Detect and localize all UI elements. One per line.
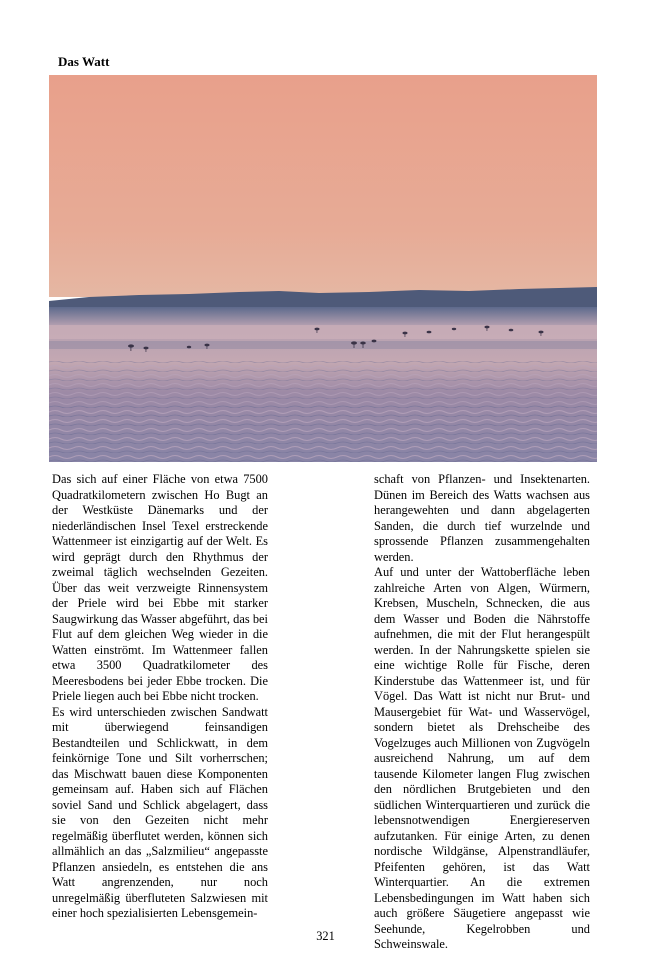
paragraph: Es wird unterschieden zwischen Sandwatt mit überwiegend feinsandigen Bestandteilen und Schlickwatt, in dem feinkörnige Tone und Silt vorherrschen; das Mischwatt bauen diese Komponenten gemeinsam auf. Haben sich auf Flächen soviel Sand und Schlick abgelagert, dass sie von den Gezeiten nicht mehr regelmäßig überflutet werden, können sich allmählich an das „Salzmilieu“ angepasste Pflanzen ansiedeln, es entstehen die ans Watt angrenzenden, nur noch unregelmäßig überfluteten Salzwiesen mit einer hoch spezialisierten Lebensgemein-: [52, 704, 268, 920]
paragraph: schaft von Pflanzen- und Insektenarten. Dünen im Bereich des Watts wachsen aus herangewehten und dann abgelagerten Sanden, die durch tief wurzelnde und sprossende Pflanzen zusammengehalten werden.: [374, 472, 590, 564]
paragraph: Auf und unter der Wattoberfläche leben zahlreiche Arten von Algen, Würmern, Krebsen, Muscheln, Schnecken, die aus dem Wasser und Boden die Nährstoffe aufnehmen, die mit der Flut herangespült werden. In der Nahrungskette spielen sie eine wichtige Rolle für Fische, deren Kinderstube das Wattenmeer ist, und für Vögel. Das Watt ist nicht nur Brut- und Mausergebiet für Wat- und Wasservögel, sondern bietet als Drehscheibe des Vogelzuges auch Millionen von Zugvögeln ausreichend Nahrung, um auf dem tausende Kilometer langen Flug zwischen den nördlichen Brutgebieten und den südlichen Winterquartieren und zurück die lebensnotwendigen Energiereserven aufzutanken. Für einige Arten, zu denen nordische Wildgänse, Alpenstrandläufer, Pfeifenten gehören, ist das Watt Winterquartier. An die extremen Lebensbedingungen im Watt haben sich auch größere Säugetiere angepasst wie Seehunde, Kegelrobben und Schweinswale.: [374, 565, 590, 951]
page-number: 321: [316, 929, 335, 943]
sky: [49, 75, 597, 297]
mudflat-ripples-near: [49, 405, 597, 462]
mudflat-sunset-image: [49, 75, 597, 462]
text-column-left: [52, 472, 268, 922]
paragraph: Das sich auf einer Fläche von etwa 7500 Quadratkilometern zwischen Ho Bugt an der Westküste Dänemarks und der niederländischen Insel Texel erstreckende Wattenmeer ist einzigartig auf der Welt. Es wird geprägt durch den Rhythmus der zweimal täglich wechselnden Gezeiten. Über das weit verzweigte Rinnensystem der Priele wird bei Ebbe mit starker Saugwirkung das Wasser abgeführt, das bei Flut auf dem gleichen Weg wieder in die Watten einströmt. Im Wattenmeer fallen etwa 3500 Quadratkilometer des Meeresbodens bei jeder Ebbe trocken. Die Priele liegen auch bei Ebbe nicht trocken.: [52, 472, 268, 703]
water-band-light: [49, 325, 597, 339]
page-title: Das Watt: [58, 54, 110, 69]
wadden-sea-photo: [49, 75, 597, 462]
text-column-right: [374, 472, 590, 953]
